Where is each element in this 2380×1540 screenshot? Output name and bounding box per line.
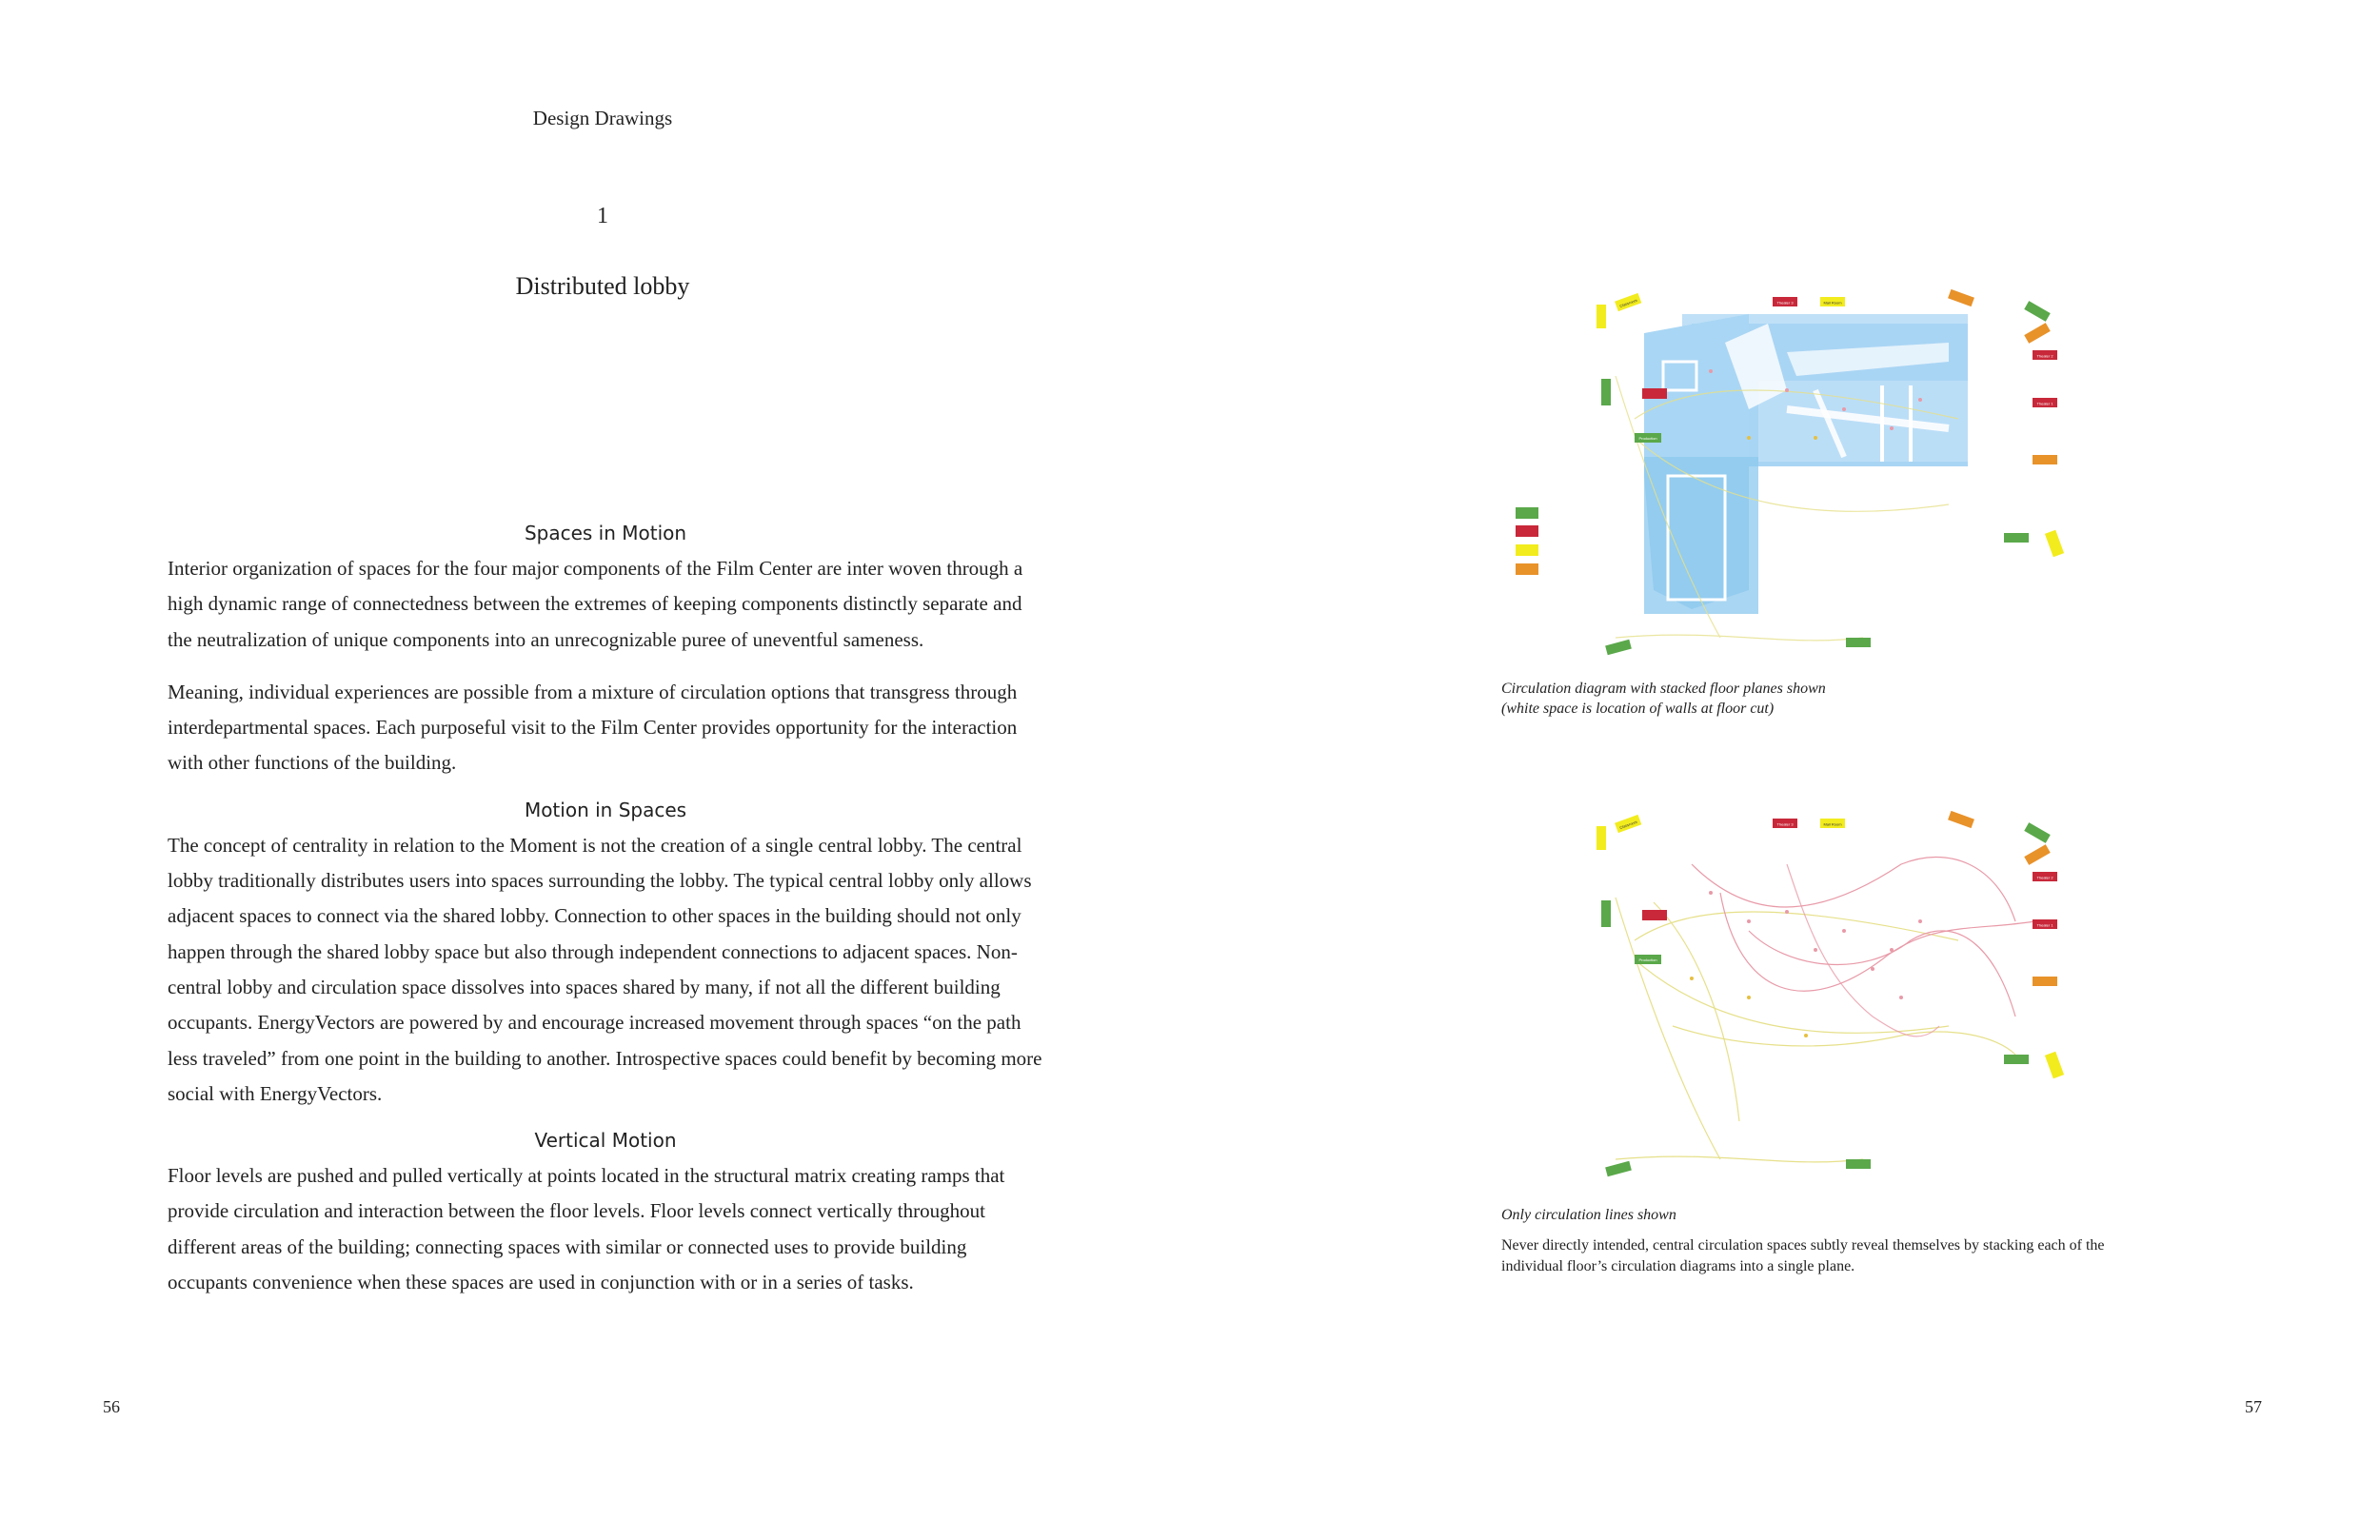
chapter-number: 1 [597, 204, 608, 228]
circulation-path [1787, 864, 1939, 1037]
tag-text: Mail Room [1823, 821, 1842, 827]
dot [1899, 996, 1903, 999]
tag [1642, 910, 1667, 920]
paragraph: Interior organization of spaces for the four major components of the Film Center are inter woven through a high dynamic range of connectedness between the extremes of keeping components distinctly separate and the neutralization of unique components into an unrecognizable puree of uneventful sameness. [168, 557, 1023, 651]
section-heading: Spaces in Motion [524, 522, 687, 544]
tag [1516, 544, 1538, 556]
tag [1601, 900, 1611, 927]
dot [1785, 910, 1789, 914]
dot [1871, 967, 1874, 971]
tag-text: Theater 3 [1776, 300, 1794, 306]
caption-lines-only: Only circulation lines shown [1501, 1207, 1676, 1223]
tag [2024, 844, 2051, 865]
page-number-right: 57 [2245, 1397, 2262, 1416]
tag [1516, 507, 1538, 519]
tag [1846, 638, 1871, 647]
tag [2045, 530, 2064, 558]
dot [1690, 977, 1694, 980]
tag-text: Mail Room [1823, 300, 1842, 306]
circulation-diagram-lines-only [1501, 807, 2082, 1188]
section-heading: Motion in Spaces [524, 798, 687, 821]
circulation-path [1616, 1156, 1863, 1162]
tag [1605, 640, 1632, 655]
dot [1842, 407, 1846, 411]
tag [2024, 323, 2051, 344]
body-text [168, 522, 1043, 1317]
dot [1747, 996, 1751, 999]
tag [1642, 388, 1667, 399]
dot [1814, 948, 1817, 952]
tag [2004, 1055, 2029, 1064]
dot [1804, 1034, 1808, 1037]
tag [1516, 563, 1538, 575]
dot [1747, 436, 1751, 440]
tag-text: Theater 1 [2036, 401, 2053, 406]
tag-text: Theater 1 [2036, 922, 2053, 928]
circulation-path [1616, 635, 1863, 641]
tag-text: Classroom [1618, 297, 1638, 309]
tag [1601, 379, 1611, 405]
tag [2024, 301, 2051, 322]
tag [2024, 822, 2051, 843]
circulation-path [1635, 912, 1958, 940]
chapter-title: Distributed lobby [515, 272, 690, 300]
page-number-left: 56 [103, 1397, 120, 1416]
caption-note: Never directly intended, central circulation spaces subtly reveal themselves by stacking each of the individual floor’s circulation diagrams into a single plane. [1501, 1237, 2105, 1274]
dot [1890, 426, 1894, 430]
tag [1948, 811, 1974, 828]
circulation-path [1654, 902, 1739, 1121]
tag [1516, 525, 1538, 537]
tag [1948, 289, 1974, 306]
room-tags [1597, 811, 2064, 1176]
dot [1842, 929, 1846, 933]
tag [1846, 1159, 1871, 1169]
dot [1918, 919, 1922, 923]
tag [2045, 1052, 2064, 1079]
tag [1597, 305, 1606, 328]
section-spaces-in-motion [168, 522, 1043, 781]
circulation-path [1616, 898, 1720, 1159]
circulation-path [1720, 893, 2034, 991]
tag [2004, 533, 2029, 543]
tag-text: Production [1638, 436, 1657, 441]
section-heading: Vertical Motion [534, 1129, 677, 1153]
caption-line: Circulation diagram with stacked floor planes shown [1501, 681, 1826, 697]
caption-line: (white space is location of walls at floor cut) [1501, 701, 1775, 717]
dot [1785, 388, 1789, 392]
tag-text: Classroom [1618, 819, 1638, 831]
paragraph: Meaning, individual experiences are possible from a mixture of circulation options that transgress through interdepartmental spaces. Each purposeful visit to the Film Center provides opportunity for the interaction with other functions of the building. [168, 680, 1018, 775]
dot [1709, 369, 1713, 373]
tag-text: Theater 2 [2036, 353, 2053, 359]
caption-stacked-diagram [1501, 679, 1826, 719]
tag-text: Production [1638, 958, 1657, 962]
tag-text: Theater 3 [1776, 821, 1794, 827]
tag [1605, 1161, 1632, 1176]
right-page [1190, 0, 2380, 1540]
paragraph: The concept of centrality in relation to the Moment is not the creation of a single central lobby. The central lobby traditionally distributes users into spaces surrounding the lobby. The typical central lobby only allows adjacent spaces to connect via the shared lobby. Connection to other spaces in the building should not only happen through the shared lobby space but also through independent connections to adjacent spaces. Non-central lobby and circulation space dissolves into spaces shared by many, if not all the different building occupants. EnergyVectors are powered by and encourage increased movement through spaces “on the path less traveled” from one point in the building to another. Introspective spaces could benefit by becoming more social with EnergyVectors. [168, 833, 1042, 1105]
tag [2033, 455, 2057, 464]
tag [1597, 826, 1606, 850]
circulation-diagram-stacked [1501, 286, 2082, 666]
floor-planes [1644, 314, 1968, 614]
running-head: Design Drawings [532, 107, 673, 129]
dot [1918, 398, 1922, 402]
dot [1814, 436, 1817, 440]
circulation-path [1749, 931, 2015, 1017]
circulation-lines [1616, 858, 2034, 1162]
section-vertical-motion [168, 1129, 1043, 1300]
dot [1709, 891, 1713, 895]
tag [2033, 977, 2057, 986]
tag-text: Theater 2 [2036, 875, 2053, 880]
paragraph: Floor levels are pushed and pulled vertically at points located in the structural matrix creating ramps that provide circulation and interaction between the floor levels. Floor levels connect vertically throughout different areas of the building; connecting spaces with similar or connected uses to provide building occupants convenience when these spaces are used in conjunction with or in a series of tasks. [168, 1164, 1005, 1294]
dot [1890, 948, 1894, 952]
section-motion-in-spaces [168, 799, 1043, 1112]
dot [1747, 919, 1751, 923]
